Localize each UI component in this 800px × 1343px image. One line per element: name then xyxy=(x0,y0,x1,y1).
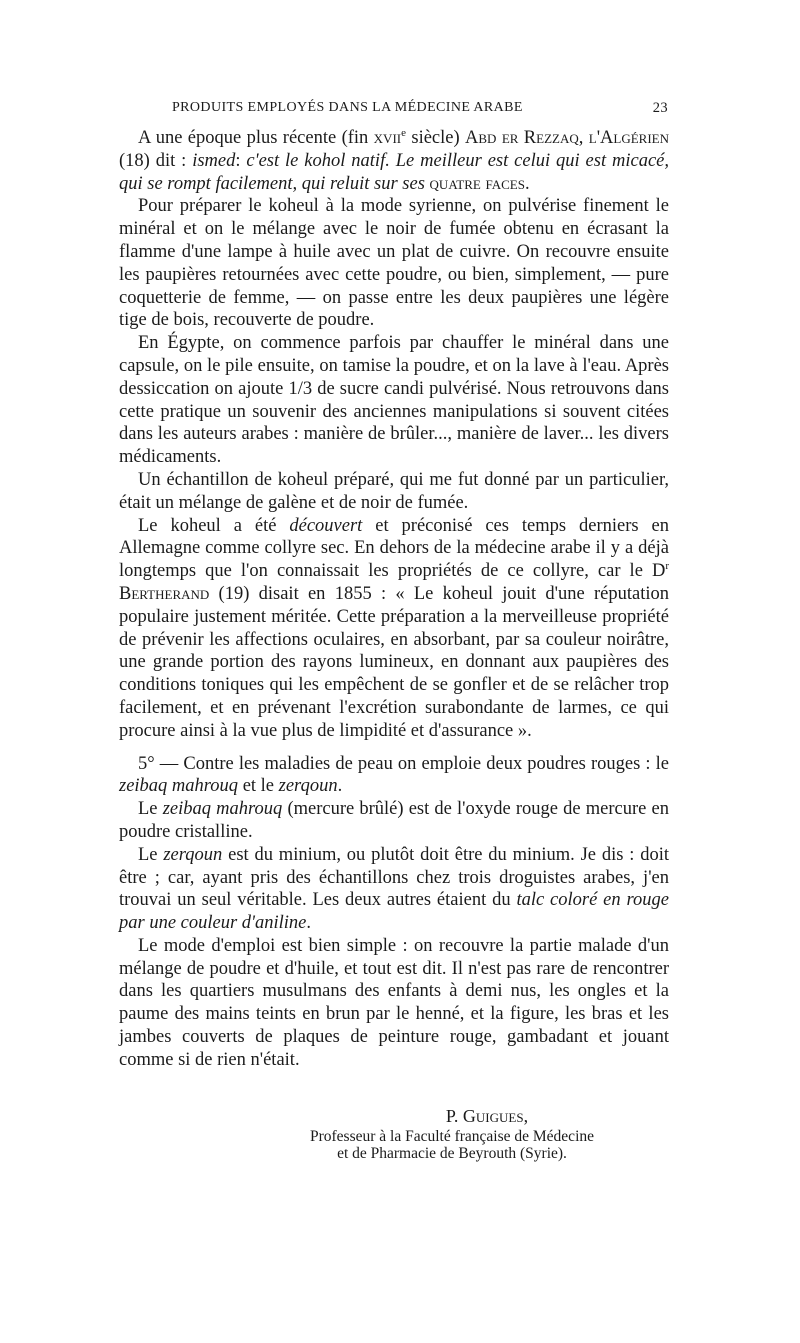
text-run: et préconisé ces temps derniers en Allemagne comme collyre sec. En dehors de la médecine arabe il y a déjà longtemps que l'on connaissait les propriétés de ce collyre, car le D xyxy=(119,515,670,582)
italic-term: zeibaq mahrouq xyxy=(119,776,239,797)
text-run: est du minium, ou plutôt doit être du minium. Je dis : doit être ; car, ayant pris des échantillons chez trois droguistes arabes, j'en trouvai un seul véritable. Les deux autres étaient du xyxy=(119,844,670,911)
text-run: (19) disait en 1855 : « Le koheul jouit d'une réputation populaire justement méritée. Cette préparation a la merveilleuse propriété de prévenir les affections oculaires, en absorbant, par sa couleur noirâtre, une grande portion des rayons lumineux, en donnant aux paupières des conditions toniques qui les empêchent de se gonfler et de se relâcher trop facilement, et en prévenant l'excrétion surabondante de larmes, ce qui procure ainsi à la vue plus de limpidité et d'assurance ». xyxy=(119,583,669,741)
paragraph-sample: Un échantillon de koheul préparé, qui me fut donné par un particulier, était un mélange de galène et de noir de fumée. xyxy=(119,469,669,513)
text-run: Le koheul a été xyxy=(138,515,290,536)
paragraph-mode-emploi: Le mode d'emploi est bien simple : on recouvre la partie malade d'un mélange de poudre et d'huile, et tout est dit. Il n'est pas rare de rencontrer dans les quartiers musulmans des enfants à demi nus, les ongles et la paume des mains teints en brun par le henné, et la figure, les bras et les jambes couverts de plaques de peinture rouge, gambadant et jouant comme si de rien n'était. xyxy=(119,935,669,1070)
page-number: 23 xyxy=(652,100,668,116)
author-epithet: l'Algérien xyxy=(588,128,669,148)
italic-term: ismed xyxy=(192,150,236,171)
paragraph-egypt-method: En Égypte, on commence parfois par chauffer le minéral dans une capsule, on le pile ensuite, on tamise la poudre, et on la lave à l'eau. Après dessiccation on ajoute 1/3 de sucre candi pulvérisé. Nous retrouvons dans cette pratique un souvenir des anciennes manipulations si souvent citées dans les auteurs arabes : manière de brûler..., manière de laver... les divers médicaments. xyxy=(119,333,669,468)
text-run: (18) dit : xyxy=(119,150,193,171)
author-signature: P. Guigues, xyxy=(445,1106,529,1126)
text-run: et le xyxy=(238,776,279,797)
affiliation-line-1: Professeur à la Faculté française de Médecine xyxy=(309,1128,595,1145)
italic-term: zerqoun xyxy=(163,844,223,865)
small-caps-term: quatre faces xyxy=(429,173,525,194)
running-title: PRODUITS EMPLOYÉS DANS LA MÉDECINE ARABE xyxy=(172,100,523,115)
text-run: : xyxy=(235,150,247,171)
text-run: Le xyxy=(138,799,163,820)
italic-term: talc coloré en rouge par une couleur d'aniline xyxy=(119,890,669,934)
text-run: (mercure brûlé) est de l'oxyde rouge de mercure en poudre cristalline. xyxy=(119,799,670,842)
superscript: e xyxy=(401,127,406,139)
paragraph-zerqoun xyxy=(119,844,669,935)
author-name: Abd er Rezzaq xyxy=(465,128,579,148)
century-numeral: xvii xyxy=(373,128,402,148)
text-run: , xyxy=(578,128,589,148)
italic-quote: c'est le kohol natif. Le meilleur est celui qui est micacé, qui se rompt facilement, qui reluit sur ses xyxy=(119,150,669,194)
text-run: . xyxy=(337,776,343,797)
body-text xyxy=(119,127,669,1072)
paragraph-skin-diseases xyxy=(119,753,669,799)
affiliation-line-2: et de Pharmacie de Beyrouth (Syrie). xyxy=(337,1145,567,1162)
text-run: 5° — Contre les maladies de peau on emploie deux poudres rouges : le xyxy=(138,753,669,774)
running-head xyxy=(172,100,668,120)
italic-term: découvert xyxy=(289,515,363,536)
paragraph-abd-er-rezzaq xyxy=(119,127,669,195)
signature-block xyxy=(262,1104,642,1162)
text-run: A une époque plus récente (fin xyxy=(138,128,374,148)
paragraph-syrian-method: Pour préparer le koheul à la mode syrienne, on pulvérise finement le minéral et on le mélange avec le noir de fumée obtenu en écrasant la flamme d'une lampe à huile avec un plat de cuivre. On recouvre ensuite les paupières retournées avec cette poudre, ou bien, simplement, — pure coquetterie de femme, — on passe entre les deux paupières une légère tige de bois, recouverte de poudre. xyxy=(119,196,669,331)
text-run: siècle) xyxy=(406,128,466,148)
text-run: Le xyxy=(138,844,164,865)
text-run: . xyxy=(524,173,530,194)
paragraph-koheul-germany xyxy=(119,515,669,743)
text-run: . xyxy=(306,913,312,934)
superscript: r xyxy=(665,560,669,573)
italic-term: zeibaq mahrouq xyxy=(162,799,283,820)
italic-term: zerqoun xyxy=(278,776,338,797)
author-name: Bertherand xyxy=(119,583,210,604)
paragraph-zeibaq-mahrouq xyxy=(119,798,669,844)
